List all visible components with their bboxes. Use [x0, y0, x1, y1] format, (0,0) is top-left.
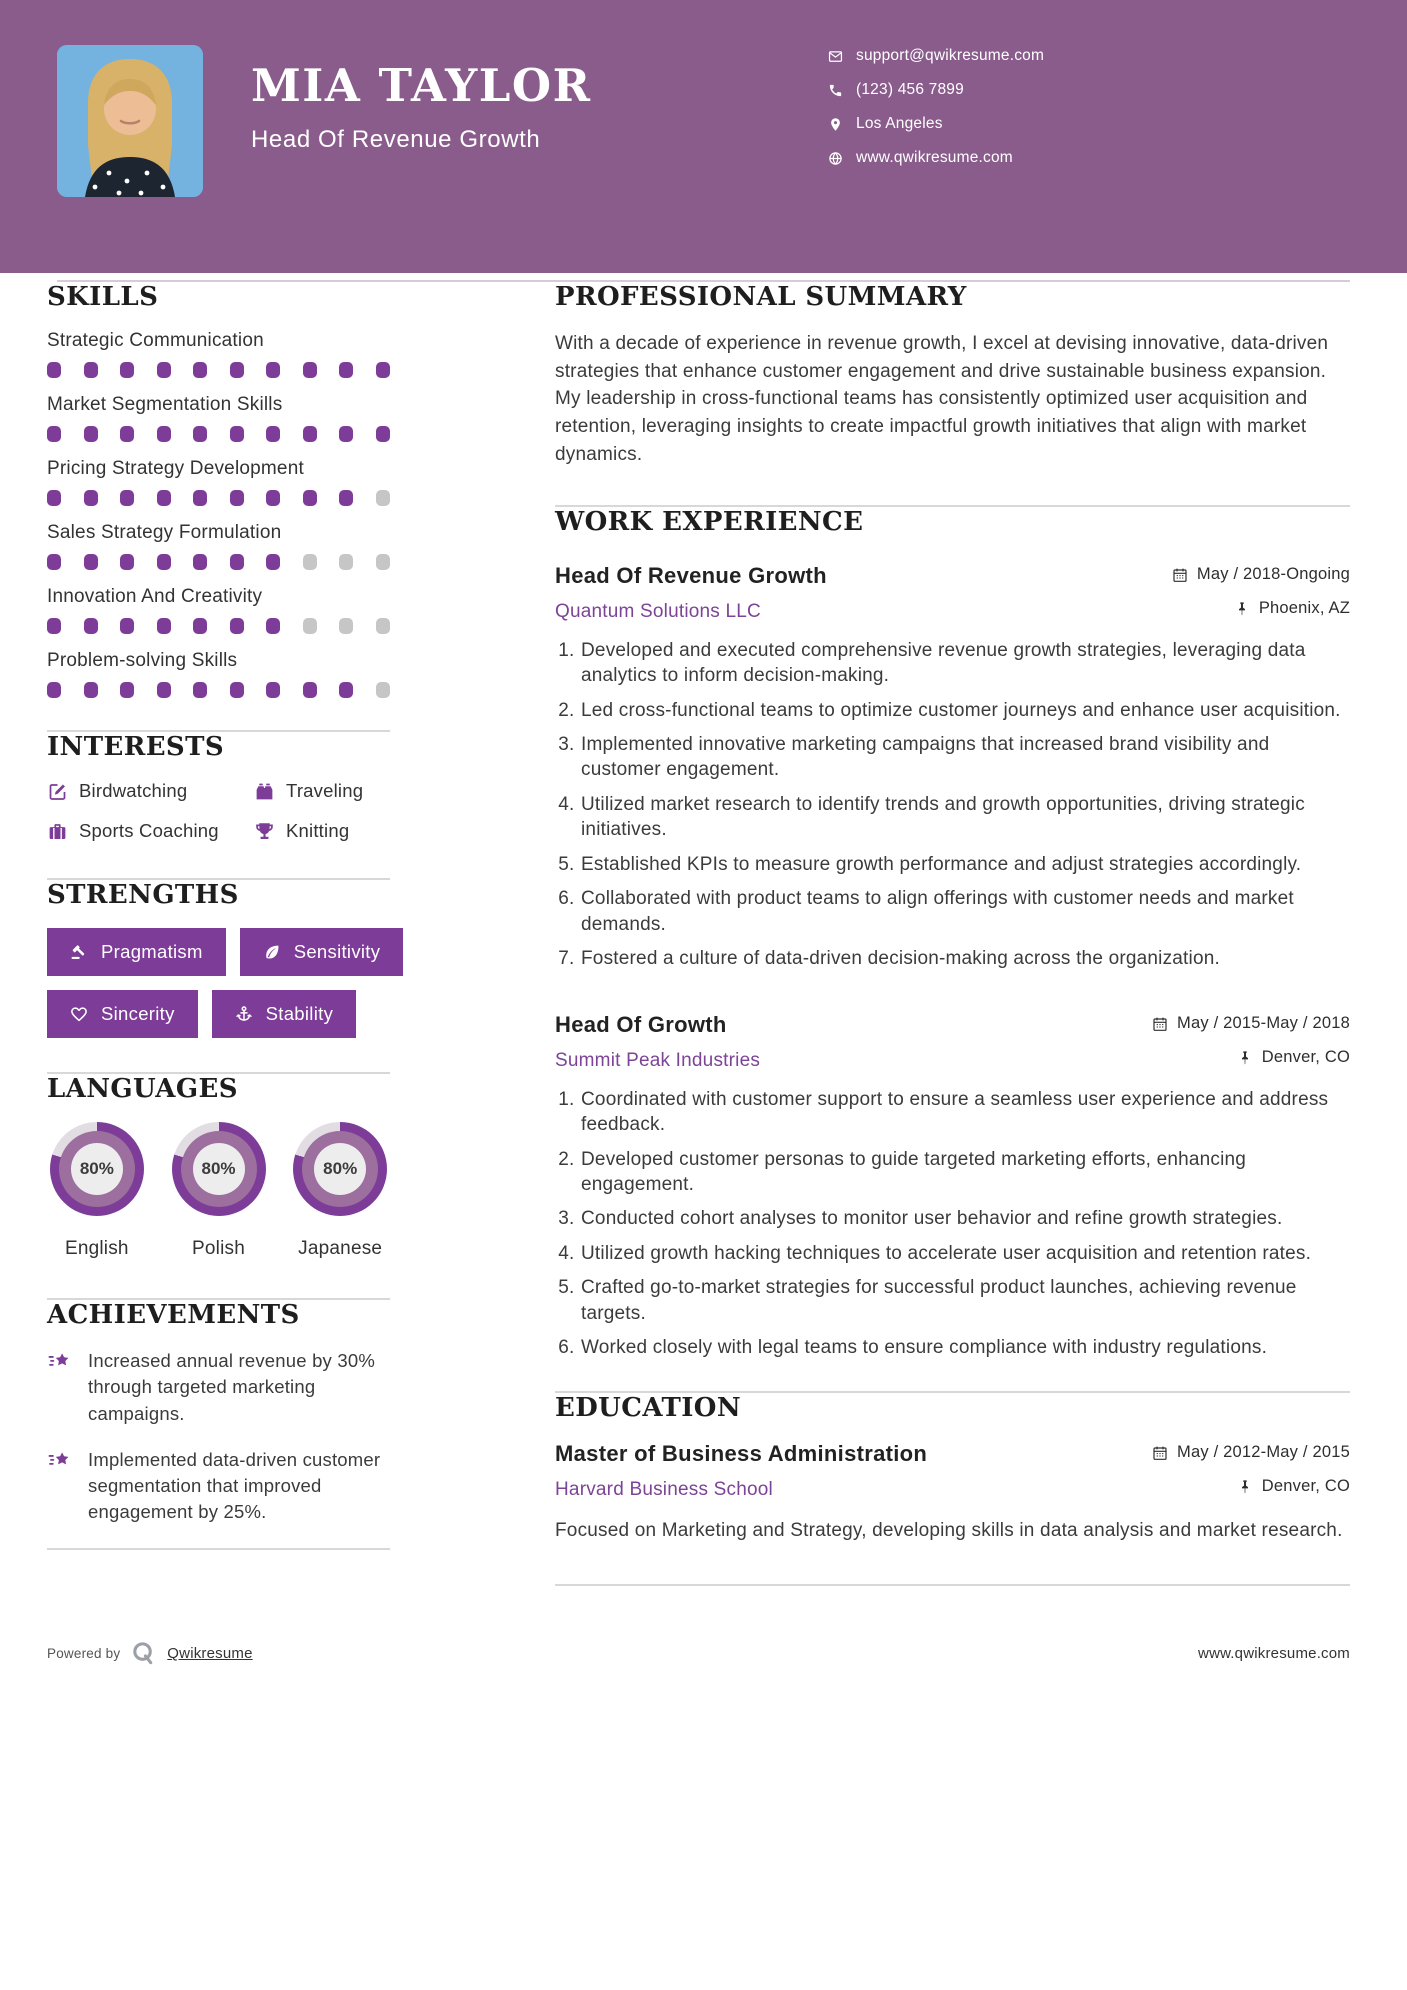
language-label: English [64, 1238, 129, 1259]
job-dates [1152, 1014, 1350, 1033]
skill-rating [47, 490, 390, 506]
skill-item [47, 650, 390, 698]
job-entry [555, 563, 1350, 972]
skill-dot [157, 554, 171, 570]
content [0, 282, 1407, 1586]
job-bullet: 1. Developed and executed comprehensive revenue growth strategies, leveraging data analytics to inform decision-making. [580, 638, 1350, 689]
language-label: Japanese [298, 1238, 383, 1259]
contact-phone-text: (123) 456 7899 [856, 81, 964, 98]
heart-icon [70, 1005, 88, 1023]
job-bullets [555, 638, 1350, 972]
contact-website[interactable] [828, 149, 1044, 167]
skill-dot [84, 490, 98, 506]
skill-label: Pricing Strategy Development [47, 458, 304, 479]
pushpin-icon [1234, 601, 1250, 617]
skill-dot [303, 426, 317, 442]
calendar-icon [1172, 567, 1188, 583]
skill-label: Strategic Communication [47, 330, 264, 351]
skill-dot [84, 426, 98, 442]
job-bullet: 1. Coordinated with customer support to ensure a seamless user experience and address feedback. [580, 1087, 1350, 1138]
skill-item [47, 586, 390, 634]
language-percent: 80% [193, 1143, 245, 1195]
skill-dot [230, 618, 244, 634]
education-heading: EDUCATION [555, 1392, 742, 1423]
skill-dot [84, 682, 98, 698]
skill-item [47, 330, 390, 378]
job-dates [1172, 565, 1350, 584]
skill-dot [230, 426, 244, 442]
sidebar [47, 282, 390, 1586]
job-bullets [555, 1087, 1350, 1361]
interest-label: Knitting [286, 820, 350, 841]
location-icon [828, 117, 843, 132]
achievement-text: Increased annual revenue by 30% through targeted marketing campaigns. [88, 1350, 375, 1424]
job-date-text: May / 2018-Ongoing [1196, 565, 1350, 584]
skill-dot [303, 490, 317, 506]
education-degree: Master of Business Administration [555, 1440, 928, 1466]
language-item [290, 1122, 390, 1260]
contact-email-text: support@qwikresume.com [856, 47, 1045, 64]
profile-photo [57, 45, 203, 197]
qwikresume-brand-link[interactable]: Qwikresume [167, 1645, 253, 1663]
job-date-text: May / 2015-May / 2018 [1177, 1014, 1350, 1033]
qwikresume-logo-icon [130, 1640, 157, 1667]
job-location-text: Phoenix, AZ [1258, 599, 1350, 618]
skill-dot [230, 362, 244, 378]
skill-dot [193, 490, 207, 506]
footer-website[interactable]: www.qwikresume.com [1198, 1645, 1350, 1663]
summary-heading: PROFESSIONAL SUMMARY [555, 282, 967, 312]
skill-dot [266, 362, 280, 378]
strength-label: Pragmatism [101, 941, 203, 962]
education-date-text: May / 2012-May / 2015 [1177, 1443, 1350, 1462]
interest-label: Birdwatching [79, 780, 188, 801]
skill-dot [376, 682, 390, 698]
skill-label: Innovation And Creativity [47, 586, 263, 607]
job-title: Head Of Revenue Growth [555, 562, 827, 588]
language-item [169, 1122, 269, 1260]
job-location [1234, 599, 1350, 618]
main-content [555, 282, 1350, 1586]
contact-location-text: Los Angeles [856, 115, 943, 132]
skill-dot [47, 362, 61, 378]
divider [47, 1548, 390, 1550]
skill-dot [266, 490, 280, 506]
person-name: MIA TAYLOR [251, 59, 592, 112]
skill-dot [157, 682, 171, 698]
skill-rating [47, 362, 390, 378]
skill-dot [376, 618, 390, 634]
skill-dot [157, 490, 171, 506]
skill-rating [47, 618, 390, 634]
skill-dot [230, 682, 244, 698]
strength-badge [212, 990, 356, 1038]
strength-badge [47, 990, 198, 1038]
pushpin-icon [1237, 1479, 1253, 1495]
footer [0, 1586, 1407, 1695]
shooting-star-icon [47, 1350, 72, 1375]
skill-dot [120, 426, 134, 442]
skill-dot [84, 362, 98, 378]
job-entry [555, 1012, 1350, 1361]
skill-dot [157, 426, 171, 442]
skill-dot [193, 426, 207, 442]
skill-dot [376, 426, 390, 442]
interest-item [47, 820, 254, 842]
divider [555, 1584, 1350, 1586]
skill-dot [266, 554, 280, 570]
language-item [47, 1122, 147, 1260]
skill-dot [266, 426, 280, 442]
skills-list [47, 330, 390, 698]
skill-dot [339, 362, 353, 378]
skill-dot [339, 554, 353, 570]
skill-dot [193, 618, 207, 634]
header [0, 0, 1407, 273]
skill-item [47, 458, 390, 506]
job-bullet: 6. Collaborated with product teams to align offerings with customer needs and market demands. [580, 886, 1350, 937]
strength-label: Sincerity [101, 1003, 175, 1024]
education-dates [1152, 1443, 1350, 1462]
achievement-item [47, 1348, 390, 1427]
education-location [1237, 1477, 1350, 1496]
skill-dot [120, 682, 134, 698]
achievement-item [47, 1447, 390, 1526]
skill-dot [120, 618, 134, 634]
job-bullet: 5. Established KPIs to measure growth performance and adjust strategies accordingly. [580, 852, 1350, 877]
education-entry [555, 1441, 1350, 1545]
skill-dot [339, 426, 353, 442]
achievement-text: Implemented data-driven customer segmentation that improved engagement by 25%. [88, 1448, 381, 1523]
language-donut-chart [172, 1122, 266, 1216]
skill-dot [47, 490, 61, 506]
strength-badge [47, 928, 226, 976]
skill-dot [303, 554, 317, 570]
strengths-heading: STRENGTHS [47, 880, 239, 910]
skill-dot [376, 554, 390, 570]
summary-text: With a decade of experience in revenue growth, I excel at devising innovative, data-driven strategies that enhance customer engagement and drive sustainable business expansion. My leadership in cross-functional teams has consistently optimized user acquisition and retention, leveraging insights to create impactful growth initiatives that align with market dynamics. [555, 333, 1329, 465]
skill-dot [376, 490, 390, 506]
pushpin-icon [1237, 1050, 1253, 1066]
skill-rating [47, 554, 390, 570]
contact-block [828, 47, 1044, 167]
skill-dot [84, 554, 98, 570]
anchor-icon [235, 1005, 253, 1023]
calendar-icon [1152, 1016, 1168, 1032]
interests-heading: INTERESTS [47, 732, 225, 762]
interest-item [47, 780, 254, 802]
skill-dot [157, 618, 171, 634]
skill-dot [339, 682, 353, 698]
language-donut-chart [50, 1122, 144, 1216]
binoculars-icon [254, 781, 275, 802]
briefcase-icon [47, 821, 68, 842]
work-heading: WORK EXPERIENCE [555, 506, 864, 537]
skill-dot [230, 554, 244, 570]
skill-label: Market Segmentation Skills [47, 394, 283, 415]
gavel-icon [70, 943, 88, 961]
pen-square-icon [47, 781, 68, 802]
skill-rating [47, 426, 390, 442]
interest-item [254, 820, 390, 842]
skill-dot [120, 554, 134, 570]
job-bullet: 2. Led cross-functional teams to optimize customer journeys and enhance user acquisition. [580, 698, 1350, 723]
skill-dot [47, 426, 61, 442]
strength-label: Stability [265, 1003, 334, 1024]
strength-label: Sensitivity [293, 941, 381, 962]
languages-heading: LANGUAGES [47, 1074, 238, 1104]
skills-heading: SKILLS [47, 282, 159, 312]
skill-dot [303, 362, 317, 378]
skill-dot [157, 362, 171, 378]
interest-item [254, 780, 390, 802]
skill-rating [47, 682, 390, 698]
interest-label: Traveling [286, 780, 364, 801]
skill-dot [266, 682, 280, 698]
skill-dot [47, 554, 61, 570]
contact-website-text: www.qwikresume.com [856, 149, 1013, 166]
job-bullet: 5. Crafted go-to-market strategies for successful product launches, achieving revenue targets. [580, 1275, 1350, 1326]
skill-item [47, 394, 390, 442]
powered-by-label: Powered by [47, 1646, 121, 1662]
language-percent: 80% [314, 1143, 366, 1195]
skill-dot [339, 618, 353, 634]
education-school-link[interactable]: Harvard Business School [555, 1478, 773, 1500]
calendar-icon [1152, 1445, 1168, 1461]
skill-label: Problem-solving Skills [47, 650, 238, 671]
skill-dot [193, 362, 207, 378]
skill-dot [303, 618, 317, 634]
skill-dot [303, 682, 317, 698]
achievements-list [47, 1348, 390, 1526]
interest-label: Sports Coaching [79, 820, 219, 841]
job-location-text: Denver, CO [1261, 1048, 1350, 1067]
job-bullet: 3. Conducted cohort analyses to monitor user behavior and refine growth strategies. [580, 1206, 1350, 1231]
education-description: Focused on Marketing and Strategy, developing skills in data analysis and market research. [555, 1519, 1343, 1541]
job-bullet: 7. Fostered a culture of data-driven decision-making across the organization. [580, 946, 1350, 971]
shooting-star-icon [47, 1449, 72, 1474]
job-company-link[interactable]: Quantum Solutions LLC [555, 600, 761, 622]
job-bullet: 4. Utilized growth hacking techniques to accelerate user acquisition and retention rates. [580, 1241, 1350, 1266]
phone-icon [828, 83, 843, 98]
skill-dot [266, 618, 280, 634]
job-bullet: 6. Worked closely with legal teams to ensure compliance with industry regulations. [580, 1335, 1350, 1360]
globe-icon [828, 151, 843, 166]
skill-dot [376, 362, 390, 378]
skill-dot [47, 618, 61, 634]
job-bullet: 2. Developed customer personas to guide targeted marketing efforts, enhancing engagement. [580, 1147, 1350, 1198]
job-title: Head Of Growth [555, 1011, 727, 1037]
person-title: Head Of Revenue Growth [251, 126, 541, 153]
skill-dot [193, 682, 207, 698]
skill-dot [339, 490, 353, 506]
job-location [1237, 1048, 1350, 1067]
job-bullet: 4. Utilized market research to identify trends and growth opportunities, driving strategic initiatives. [580, 792, 1350, 843]
language-donut-chart [293, 1122, 387, 1216]
interests-list [47, 780, 390, 842]
leaf-icon [263, 943, 281, 961]
job-company-link[interactable]: Summit Peak Industries [555, 1049, 761, 1071]
language-percent: 80% [71, 1143, 123, 1195]
achievements-heading: ACHIEVEMENTS [47, 1300, 300, 1330]
contact-phone[interactable] [828, 81, 1044, 99]
contact-location [828, 115, 1044, 133]
skill-dot [120, 362, 134, 378]
skill-label: Sales Strategy Formulation [47, 522, 282, 543]
languages-list [47, 1122, 390, 1260]
skill-dot [193, 554, 207, 570]
skill-dot [84, 618, 98, 634]
skill-dot [230, 490, 244, 506]
skill-item [47, 522, 390, 570]
education-location-text: Denver, CO [1261, 1477, 1350, 1496]
envelope-icon [828, 49, 843, 64]
contact-email[interactable] [828, 47, 1044, 65]
trophy-icon [254, 821, 275, 842]
language-label: Polish [192, 1238, 245, 1259]
skill-dot [120, 490, 134, 506]
job-bullet: 3. Implemented innovative marketing campaigns that increased brand visibility and customer engagement. [580, 732, 1350, 783]
strength-badge [240, 928, 404, 976]
strengths-list [47, 928, 449, 1038]
skill-dot [47, 682, 61, 698]
